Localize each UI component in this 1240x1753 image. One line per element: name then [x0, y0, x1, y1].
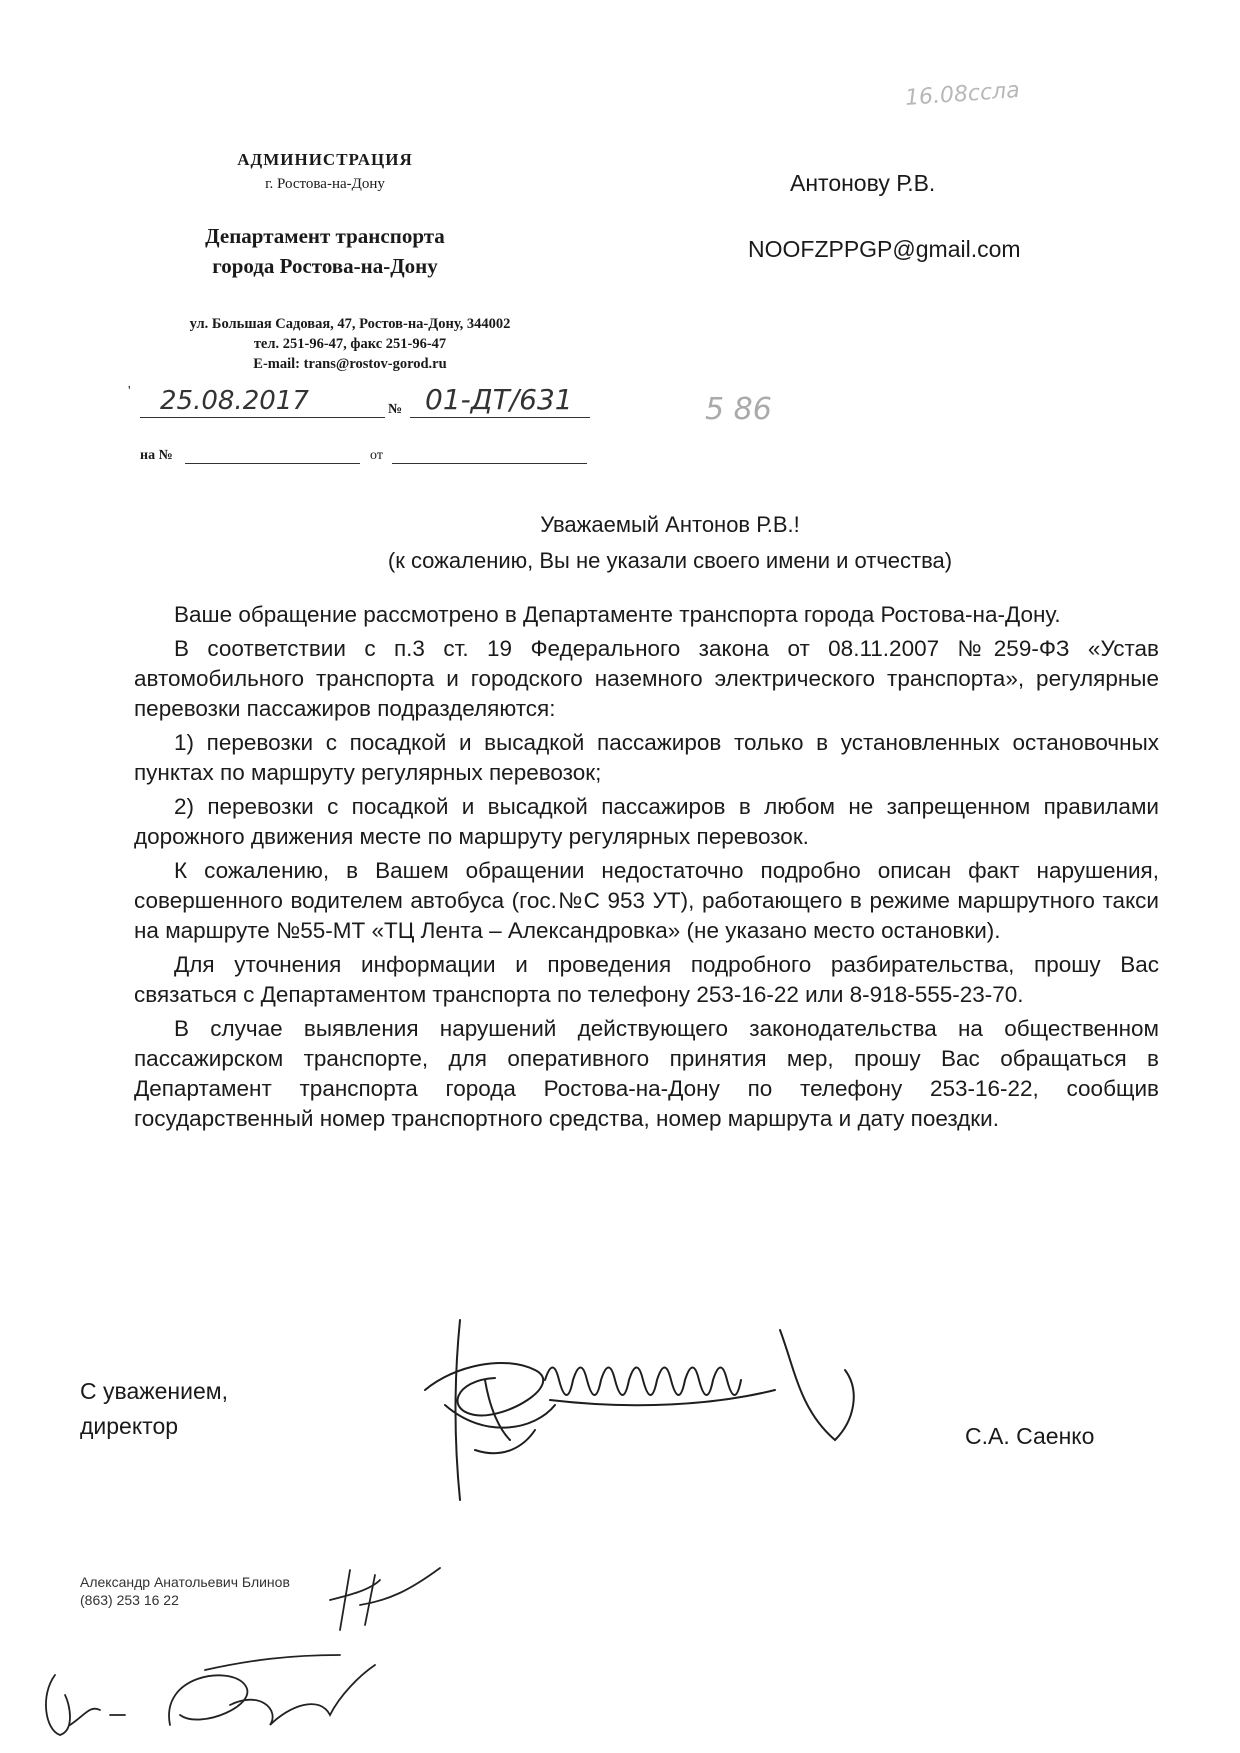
reply-to-label: на №: [140, 448, 173, 463]
body-paragraph: В случае выявления нарушений действующего законодательства на общественном пассажирском транспорте, для оперативного принятия мер, прошу Вас обращаться в Департамент транспорта города Ростова-на-Дону по телефону 253-16-22, сообщив государственный номер транспортного средства, номер маршрута и дату поездки.: [134, 1016, 1159, 1131]
pencil-stamp-note: 5 86: [705, 392, 772, 427]
letterhead-email: E-mail: trans@rostov-gorod.ru: [253, 356, 447, 372]
executor-phone: (863) 253 16 22: [80, 1592, 179, 1608]
body-paragraph: В соответствии с п.3 ст. 19 Федерального закона от 08.11.2007 №259-ФЗ «Устав автомобильного транспорта и городского наземного электрического транспорта», регулярные перевозки пассажиров подразделяются:: [134, 636, 1159, 721]
registration-number-sign: №: [388, 402, 403, 417]
pencil-corner-note: 16.08ссла: [904, 78, 1021, 111]
registration-date: 25.08.2017: [160, 386, 309, 416]
letterhead-address: ул. Большая Садовая, 47, Ростов-на-Дону, 344002: [189, 316, 511, 332]
registration-mark: ': [128, 384, 131, 399]
executor-name: Александр Анатольевич Блинов: [80, 1574, 290, 1590]
registration-number-line: [410, 417, 590, 418]
body-paragraph: Ваше обращение рассмотрено в Департаменте транспорта города Ростова-на-Дону.: [174, 602, 1061, 627]
greeting-note: (к сожалению, Вы не указали своего имени и отчества): [387, 548, 953, 573]
recipient-name: Антонову Р.В.: [790, 170, 936, 196]
director-signature: [415, 1310, 915, 1510]
reply-from-line: [392, 463, 587, 464]
reply-from-label: от: [370, 448, 383, 463]
executor-initials-mark: [320, 1560, 460, 1640]
letterhead-dept-line2: города Ростова-на-Дону: [212, 254, 438, 278]
letterhead-dept-line1: Департамент транспорта: [205, 224, 445, 248]
body-paragraph: Для уточнения информации и проведения подробного разбирательства, прошу Вас связаться с Департаментом транспорта по телефону 253-16-22 или 8-918-555-23-70.: [134, 952, 1159, 1007]
letterhead-phones: тел. 251-96-47, факс 251-96-47: [253, 336, 447, 352]
closing-position: директор: [80, 1413, 179, 1439]
approval-handwritten-mark: [30, 1635, 390, 1745]
letterhead-admin-city: г. Ростова-на-Дону: [265, 176, 385, 192]
closing-regards: С уважением,: [80, 1378, 228, 1404]
letter-body: [134, 600, 1159, 1138]
greeting-salutation: Уважаемый Антонов Р.В.!: [540, 512, 800, 537]
body-list-item: 1) перевозки с посадкой и высадкой пассажиров только в установленных остановочных пунктах по маршруту регулярных перевозок;: [134, 730, 1159, 785]
registration-number: 01-ДТ/631: [425, 383, 573, 416]
body-paragraph: К сожалению, в Вашем обращении недостаточно подробно описан факт нарушения, совершенного водителем автобуса (гос.№С 953 УТ), работающего в режиме маршрутного такси на маршруте №55-МТ «ТЦ Лента – Александровка» (не указано место остановки).: [134, 858, 1159, 943]
registration-date-line: [140, 417, 385, 418]
body-list-item: 2) перевозки с посадкой и высадкой пассажиров в любом не запрещенном правилами дорожного движения месте по маршруту регулярных перевозок.: [134, 794, 1159, 849]
reply-to-line: [185, 463, 360, 464]
signer-name: С.А. Саенко: [965, 1423, 1095, 1449]
letterhead-admin-title: АДМИНИСТРАЦИЯ: [237, 150, 413, 169]
recipient-email: NOOFZPPGP@gmail.com: [748, 236, 1021, 262]
